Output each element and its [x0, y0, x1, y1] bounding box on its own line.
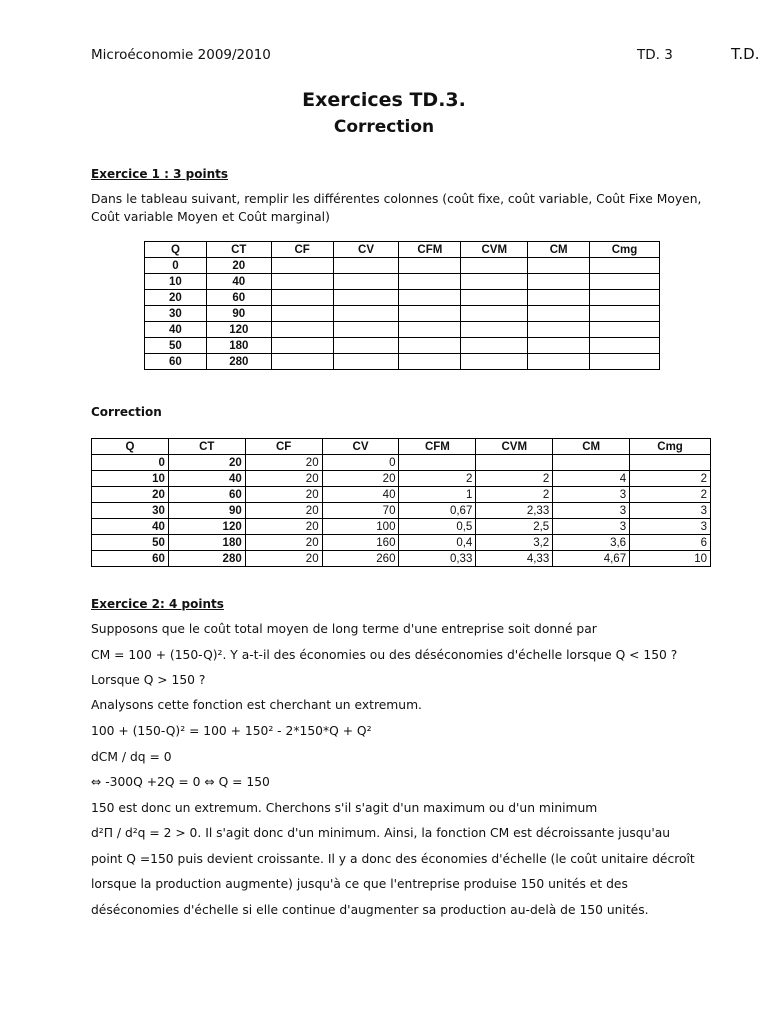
table-cell: 20 — [145, 290, 207, 306]
exercise2-line: Supposons que le coût total moyen de long terme d'une entreprise soit donné par — [91, 622, 597, 636]
table-cell — [399, 274, 461, 290]
correction-table-col-header: Q — [92, 439, 169, 455]
table-cell: 3 — [630, 519, 711, 535]
table-cell: 10 — [92, 471, 169, 487]
table-cell: 280 — [168, 551, 245, 567]
table-cell: 10 — [145, 274, 207, 290]
exercise2-line: point Q =150 puis devient croissante. Il y a donc des économies d'échelle (le coût unitaire décroît — [91, 852, 695, 866]
table-cell: 20 — [245, 471, 322, 487]
table-cell: 180 — [168, 535, 245, 551]
table-cell: 4,33 — [476, 551, 553, 567]
exercise2-line: 100 + (150-Q)² = 100 + 150² - 2*150*Q + Q² — [91, 724, 372, 738]
table-cell: 260 — [322, 551, 399, 567]
table-row — [92, 551, 711, 567]
table-cell — [528, 322, 590, 338]
table-cell: 280 — [206, 354, 271, 370]
table-cell — [271, 306, 333, 322]
table-cell — [590, 258, 660, 274]
table-cell: 0,67 — [399, 503, 476, 519]
table-cell: 40 — [92, 519, 169, 535]
table-cell: 20 — [245, 519, 322, 535]
table-cell: 3,2 — [476, 535, 553, 551]
table-cell — [271, 258, 333, 274]
exercise1-table — [144, 241, 660, 370]
correction-table-col-header: CF — [245, 439, 322, 455]
table-cell — [461, 306, 528, 322]
correction-table-header — [92, 439, 711, 455]
exercise1-heading: Exercice 1 : 3 points — [91, 167, 229, 181]
table-cell: 4 — [553, 471, 630, 487]
table-cell — [590, 354, 660, 370]
correction-table-col-header: CT — [168, 439, 245, 455]
table-cell — [333, 274, 399, 290]
exercise1-table-col-header: CT — [206, 242, 271, 258]
table-cell: 10 — [630, 551, 711, 567]
table-cell: 0,4 — [399, 535, 476, 551]
exercise1-text — [91, 190, 711, 226]
table-cell — [590, 274, 660, 290]
table-cell: 50 — [92, 535, 169, 551]
table-cell — [271, 290, 333, 306]
table-cell — [271, 338, 333, 354]
table-cell — [476, 455, 553, 471]
header-course: Microéconomie 2009/2010 — [91, 47, 271, 63]
table-cell: 40 — [145, 322, 207, 338]
table-cell — [461, 338, 528, 354]
table-cell: 90 — [206, 306, 271, 322]
table-cell: 3,6 — [553, 535, 630, 551]
table-cell — [333, 338, 399, 354]
exercise2-line: Analysons cette fonction est cherchant un extremum. — [91, 698, 422, 712]
table-cell: 20 — [322, 471, 399, 487]
exercise1-table-col-header: Q — [145, 242, 207, 258]
table-cell: 180 — [206, 338, 271, 354]
table-cell: 0,33 — [399, 551, 476, 567]
table-row — [92, 455, 711, 471]
table-cell: 20 — [206, 258, 271, 274]
table-cell — [590, 338, 660, 354]
table-cell — [399, 354, 461, 370]
exercise1-text-line2: Coût variable Moyen et Coût marginal) — [91, 210, 330, 224]
table-cell — [528, 274, 590, 290]
exercise2-line: dCM / dq = 0 — [91, 750, 172, 764]
header-td-right: T.D. — [731, 45, 760, 63]
table-cell: 2 — [476, 471, 553, 487]
table-cell — [528, 306, 590, 322]
table-cell — [271, 354, 333, 370]
table-cell: 0 — [145, 258, 207, 274]
table-cell — [333, 306, 399, 322]
exercise1-table-col-header: CF — [271, 242, 333, 258]
table-cell: 60 — [145, 354, 207, 370]
table-cell: 30 — [145, 306, 207, 322]
table-cell — [399, 258, 461, 274]
table-cell — [528, 354, 590, 370]
table-cell — [333, 290, 399, 306]
table-cell — [399, 306, 461, 322]
table-row — [145, 290, 660, 306]
table-cell: 2 — [476, 487, 553, 503]
table-cell: 60 — [168, 487, 245, 503]
exercise1-table-header — [145, 242, 660, 258]
table-cell: 40 — [322, 487, 399, 503]
correction-table-col-header: Cmg — [630, 439, 711, 455]
table-cell: 120 — [206, 322, 271, 338]
page-title: Exercices TD.3. — [302, 89, 466, 111]
table-cell: 0,5 — [399, 519, 476, 535]
table-cell: 3 — [553, 519, 630, 535]
exercise2-line: lorsque la production augmente) jusqu'à ce que l'entreprise produise 150 unités et des — [91, 877, 628, 891]
table-cell — [461, 322, 528, 338]
table-cell: 2,5 — [476, 519, 553, 535]
table-cell: 1 — [399, 487, 476, 503]
table-cell — [333, 322, 399, 338]
table-row — [145, 306, 660, 322]
table-cell: 20 — [168, 455, 245, 471]
table-row — [92, 471, 711, 487]
table-cell — [553, 455, 630, 471]
exercise1-table-col-header: CM — [528, 242, 590, 258]
table-cell: 40 — [206, 274, 271, 290]
table-cell: 90 — [168, 503, 245, 519]
exercise2-heading: Exercice 2: 4 points — [91, 597, 224, 611]
exercise2-line: ⇔ -300Q +2Q = 0 ⇔ Q = 150 — [91, 775, 270, 789]
table-cell — [528, 258, 590, 274]
exercise1-table-col-header: CFM — [399, 242, 461, 258]
table-cell: 20 — [245, 551, 322, 567]
table-cell: 20 — [245, 487, 322, 503]
table-row — [92, 503, 711, 519]
exercise2-line: 150 est donc un extremum. Cherchons s'il s'agit d'un maximum ou d'un minimum — [91, 801, 598, 815]
table-cell: 6 — [630, 535, 711, 551]
table-cell: 20 — [245, 455, 322, 471]
table-row — [145, 322, 660, 338]
exercise1-table-col-header: CVM — [461, 242, 528, 258]
table-cell: 4,67 — [553, 551, 630, 567]
table-cell: 20 — [92, 487, 169, 503]
table-row — [145, 274, 660, 290]
correction-table-col-header: CFM — [399, 439, 476, 455]
table-cell: 160 — [322, 535, 399, 551]
table-cell — [399, 290, 461, 306]
table-cell — [333, 258, 399, 274]
table-cell: 0 — [322, 455, 399, 471]
table-cell — [271, 322, 333, 338]
table-cell: 20 — [245, 535, 322, 551]
table-cell — [461, 290, 528, 306]
exercise2-line: déséconomies d'échelle si elle continue d'augmenter sa production au-delà de 150 unités. — [91, 903, 649, 917]
table-row — [92, 519, 711, 535]
correction-table-col-header: CM — [553, 439, 630, 455]
correction-table-col-header: CVM — [476, 439, 553, 455]
header-td: TD. 3 — [637, 47, 673, 63]
table-cell — [590, 306, 660, 322]
table-cell — [590, 322, 660, 338]
table-row — [145, 338, 660, 354]
page-header — [91, 47, 768, 67]
table-cell: 60 — [206, 290, 271, 306]
table-cell: 40 — [168, 471, 245, 487]
table-cell — [528, 338, 590, 354]
table-row — [92, 487, 711, 503]
table-cell — [461, 258, 528, 274]
exercise2-line: d²Π / d²q = 2 > 0. Il s'agit donc d'un minimum. Ainsi, la fonction CM est décroissante jusqu'au — [91, 826, 671, 840]
table-cell — [461, 274, 528, 290]
table-cell: 60 — [92, 551, 169, 567]
table-cell — [333, 354, 399, 370]
table-cell: 2 — [630, 487, 711, 503]
table-cell: 30 — [92, 503, 169, 519]
correction-table — [91, 438, 711, 567]
table-cell — [399, 322, 461, 338]
table-cell: 70 — [322, 503, 399, 519]
table-cell: 20 — [245, 503, 322, 519]
table-cell — [399, 455, 476, 471]
correction-table-col-header: CV — [322, 439, 399, 455]
exercise1-table-col-header: Cmg — [590, 242, 660, 258]
table-cell — [461, 354, 528, 370]
table-cell: 120 — [168, 519, 245, 535]
table-cell — [528, 290, 590, 306]
page-subtitle: Correction — [333, 117, 435, 137]
exercise2-line: Lorsque Q > 150 ? — [91, 673, 206, 687]
table-cell: 0 — [92, 455, 169, 471]
table-cell: 3 — [630, 503, 711, 519]
table-cell — [399, 338, 461, 354]
table-cell: 50 — [145, 338, 207, 354]
table-cell: 100 — [322, 519, 399, 535]
table-cell: 3 — [553, 487, 630, 503]
table-cell: 2 — [630, 471, 711, 487]
exercise2-line: CM = 100 + (150-Q)². Y a-t-il des économies ou des déséconomies d'échelle lorsque Q < 150 ? — [91, 648, 678, 662]
table-cell: 2 — [399, 471, 476, 487]
table-cell: 3 — [553, 503, 630, 519]
correction-label: Correction — [91, 405, 162, 419]
table-row — [145, 258, 660, 274]
table-cell — [271, 274, 333, 290]
table-row — [145, 354, 660, 370]
table-row — [92, 535, 711, 551]
table-cell — [630, 455, 711, 471]
table-cell — [590, 290, 660, 306]
exercise1-table-col-header: CV — [333, 242, 399, 258]
table-cell: 2,33 — [476, 503, 553, 519]
exercise1-text-line1: Dans le tableau suivant, remplir les différentes colonnes (coût fixe, coût variable, Coût Fixe Moyen, — [91, 192, 702, 206]
